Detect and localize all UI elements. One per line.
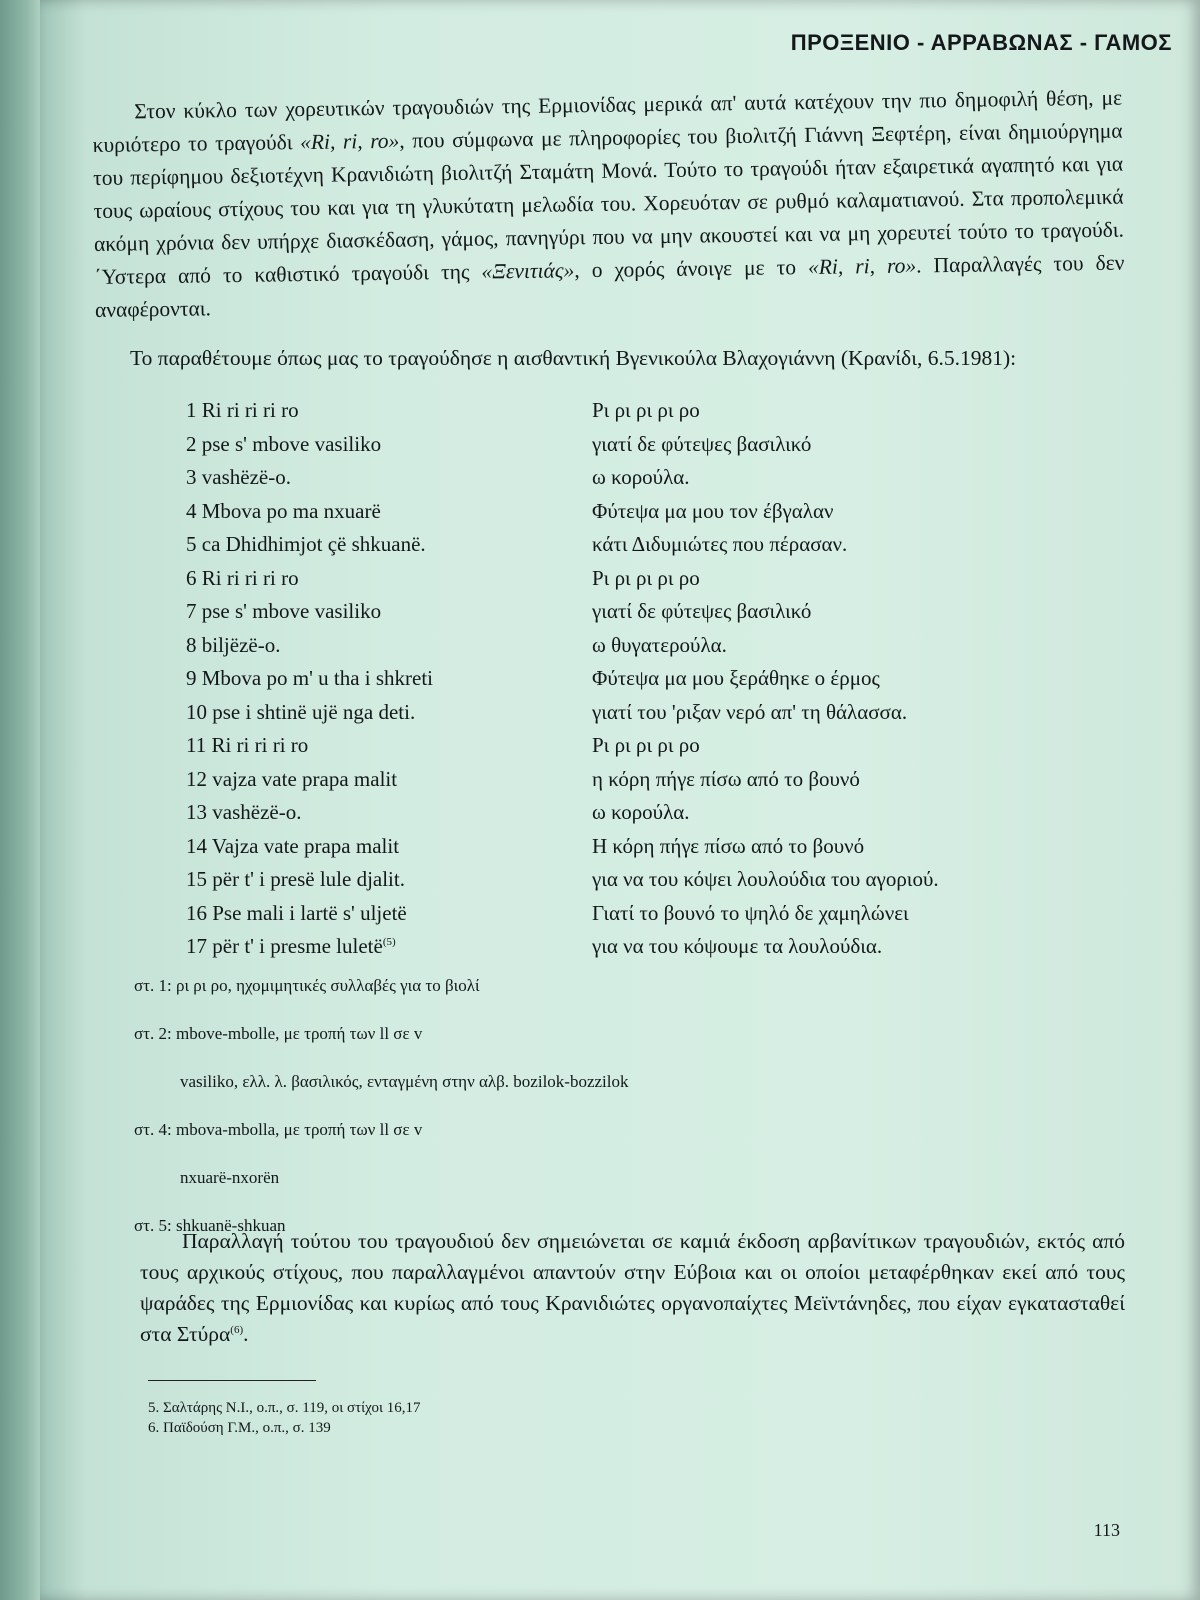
song-verses (186, 394, 1066, 964)
verse-greek: για να του κόψουμε τα λουλούδια. (592, 934, 883, 959)
verse-albanian-text: 17 për t' i presme luletë (186, 934, 383, 959)
intro-text: , που σύμφωνα με πληροφορίες του βιολιτζή Γιάννη Ξεφτέρη, είναι δημιούργημα του περίφημου δεξιοτέχνη Κρανιδιώτη βιολιτζή Σταμάτη Μονά. Τούτο το τραγούδι ήταν εξαιρετικά αγαπητό και για τους ωραίους στίχους του και για τη γλυκύτατη μελωδία του. Χορευόταν σε ρυθμό καλαματιανού. Στα προπολεμικά ακόμη χρόνια δεν υπήρχε διασκέδαση, γάμος, πανηγύρι που να μην ακουστεί και να μη χορευτεί τούτο το τραγούδι. ΄Υστερα από το καθιστικό τραγούδι της (92, 118, 1125, 289)
song-title: «Ξενιτιάς» (481, 258, 575, 284)
note-line: nxuarë-nxorën (180, 1168, 280, 1187)
verse-greek: ω θυγατερούλα. (592, 632, 727, 657)
verse-greek: Γιατί το βουνό το ψηλό δε χαμηλώνει (592, 900, 909, 925)
footnote-ref: (5) (382, 936, 396, 949)
song-title: «Ri, ri, ro» (807, 253, 917, 280)
verse-row (186, 863, 1066, 897)
closing-period: . (243, 1322, 249, 1346)
verse-albanian: 3 vashëzë-o. (186, 465, 291, 490)
verse-row (186, 461, 1066, 495)
verse-row (186, 562, 1066, 596)
verse-row (186, 629, 1066, 663)
verse-notes (134, 976, 934, 1264)
verse-albanian: 2 pse s' mbove vasiliko (186, 431, 382, 456)
verse-greek: γιατί δε φύτεψες βασιλικό (592, 599, 812, 624)
note-line: στ. 4: mbova-mbolla, με τροπή των ll σε v (134, 1120, 423, 1139)
verse-greek: για να του κόψει λουλούδια του αγοριού. (592, 867, 939, 892)
verse-row (186, 729, 1066, 763)
verse-greek: Φύτεψα μα μου τον έβγαλαν (592, 498, 834, 523)
verse-greek: Ρι ρι ρι ρι ρο (592, 733, 700, 758)
running-header: ΠΡΟΞΕΝΙΟ - ΑΡΡΑΒΩΝΑΣ - ΓΑΜΟΣ (790, 30, 1172, 55)
verse-albanian: 10 pse i shtinë ujë nga deti. (186, 699, 416, 724)
page-number: 113 (1093, 1520, 1120, 1540)
verse-row (186, 796, 1066, 830)
verse-row (186, 696, 1066, 730)
verse-albanian: 7 pse s' mbove vasiliko (186, 599, 382, 624)
footnotes (148, 1398, 748, 1438)
footnote: 6. Παϊδούση Γ.Μ., ο.π., σ. 139 (148, 1420, 331, 1436)
verse-albanian: 12 vajza vate prapa malit (186, 766, 398, 791)
verse-albanian: 16 Pse mali i lartë s' uljetë (186, 900, 407, 925)
verse-greek: ω κορούλα. (592, 465, 690, 490)
verse-row (186, 930, 1066, 964)
verse-row (186, 897, 1066, 931)
verse-albanian: 14 Vajza vate prapa malit (186, 833, 400, 858)
verse-greek: Ρι ρι ρι ρι ρο (592, 398, 700, 423)
verse-albanian: 6 Ri ri ri ri ro (186, 565, 299, 590)
closing-paragraph (140, 1226, 1125, 1350)
verse-greek: η κόρη πήγε πίσω από το βουνό (592, 766, 860, 791)
note-line: στ. 1: ρι ρι ρο, ηχομιμητικές συλλαβές για το βιολί (134, 976, 480, 995)
note-line: vasiliko, ελλ. λ. βασιλικός, ενταγμένη στην αλβ. bozilok-bozzilok (180, 1072, 629, 1091)
note-line: στ. 5: shkuanë-shkuan (134, 1216, 286, 1235)
verse-albanian: 13 vashëzë-o. (186, 800, 302, 825)
verse-greek: ω κορούλα. (592, 800, 690, 825)
verse-greek: Φύτεψα μα μου ξεράθηκε ο έρμος (592, 666, 880, 691)
verse-albanian: 5 ca Dhidhimjot çë shkuanë. (186, 532, 426, 557)
verse-greek: Ρι ρι ρι ρι ρο (592, 565, 700, 590)
verse-row (186, 595, 1066, 629)
verse-albanian: 11 Ri ri ri ri ro (186, 733, 309, 758)
verse-greek: Η κόρη πήγε πίσω από το βουνό (592, 833, 865, 858)
verse-albanian: 8 biljëzë-o. (186, 632, 281, 657)
verse-albanian: 4 Mbova po ma nxuarë (186, 498, 381, 523)
citation-line: Το παραθέτουμε όπως μας το τραγούδησε η αισθαντική Βγενικούλα Βλαχογιάννη (Κρανίδι, 6.5.1981): (130, 346, 1017, 370)
footnote: 5. Σαλτάρης Ν.Ι., ο.π., σ. 119, οι στίχοι 16,17 (148, 1400, 421, 1416)
book-spine (0, 0, 44, 1600)
closing-text: Παραλλαγή τούτου του τραγουδιού δεν σημειώνεται σε καμιά έκδοση αρβανίτικων τραγουδιών, εκτός από τους αρχικούς στίχους, που παραλλαγμένοι απαντούν στην Εύβοια και οι οποίοι μεταφέρθηκαν εκεί από τους ψαράδες της Ερμιονίδας και κυρίως από τους Κρανιδιώτες οργανοπαίχτες Μεϊντάνηδες, που είχαν εγκατασταθεί στα Στύρα (140, 1229, 1125, 1346)
verse-albanian: 15 për t' i presë lule djalit. (186, 867, 405, 892)
intro-paragraph (92, 82, 1125, 327)
verse-greek: γιατί του 'ριξαν νερό απ' τη θάλασσα. (592, 699, 908, 724)
verse-row (186, 662, 1066, 696)
verse-row (186, 394, 1066, 428)
footnote-ref: (6) (230, 1323, 244, 1336)
verse-greek: κάτι Διδυμιώτες που πέρασαν. (592, 532, 848, 557)
intro-text: . Παραλλαγές του δεν αναφέρονται. (94, 250, 1125, 322)
verse-albanian (186, 934, 592, 959)
intro-text: Στον κύκλο των χορευτικών τραγουδιών της Ερμιονίδας μερικά απ' αυτά κατέχουν την πιο δημοφιλή θέση, με κυριότερο το τραγούδι (92, 85, 1123, 157)
song-title: «Ri, ri, ro» (299, 128, 400, 155)
verse-albanian: 9 Mbova po m' u tha i shkreti (186, 666, 434, 691)
verse-row (186, 528, 1066, 562)
note-line: στ. 2: mbove-mbolle, με τροπή των ll σε v (134, 1024, 423, 1043)
verse-albanian: 1 Ri ri ri ri ro (186, 398, 299, 423)
footnote-divider (148, 1380, 316, 1381)
verse-row (186, 763, 1066, 797)
verse-row (186, 428, 1066, 462)
verse-row (186, 495, 1066, 529)
verse-greek: γιατί δε φύτεψες βασιλικό (592, 431, 812, 456)
intro-text: , ο χορός άνοιγε με το (574, 255, 809, 283)
verse-row (186, 830, 1066, 864)
